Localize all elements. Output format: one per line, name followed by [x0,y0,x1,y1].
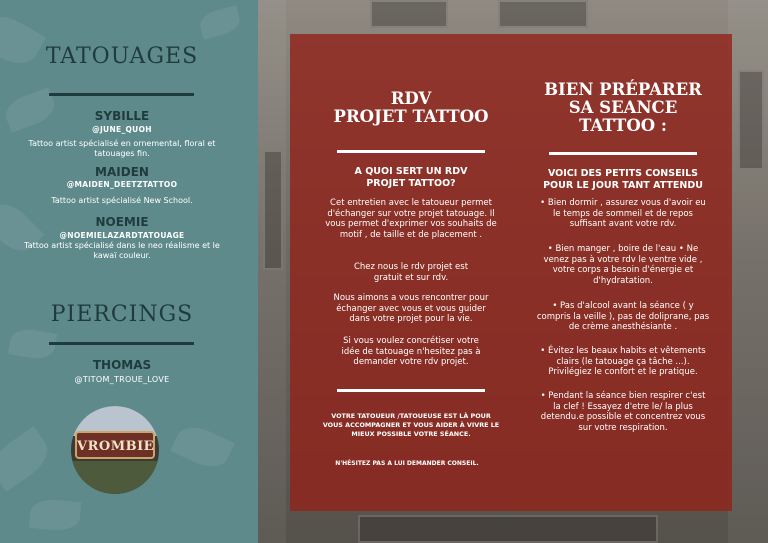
photo-window [738,70,764,170]
artist-description: Tattoo artist spécialisé dans le neo réalisme et le kawaï couleur. [24,241,220,260]
artist-handle[interactable]: @MAIDEN_DEETZTATTOO [66,180,178,189]
photo-window [358,515,658,543]
artist-description: Tattoo artist spécialisé en ornemental, floral et tatouages fin. [28,139,216,158]
info-panel [290,34,732,511]
piercer-handle[interactable]: @TITOM_TROUE_LOVE [74,375,170,384]
logo-text: VROMBIE [77,439,155,454]
rdv-subtitle: A QUOI SERT UN RDV PROJET TATTOO? [354,166,468,189]
rdv-paragraph: Si vous voulez concrétiser votre idée de tatouage n'hesitez pas à demander votre rdv projet. [341,336,481,367]
piercer-name: THOMAS [92,358,152,372]
artist-handle[interactable]: @JUNE_QUOH [92,125,152,134]
artist-name: SYBILLE [94,109,150,123]
divider [49,93,194,96]
rdv-paragraph: Chez nous le rdv projet est gratuit et sur rdv. [353,262,469,283]
photo-window [370,0,448,28]
rdv-footer-note: N'HÉSITEZ PAS A LUI DEMANDER CONSEIL. [335,460,479,467]
rdv-paragraph: Nous aimons a vous rencontrer pour échanger avec vous et vous guider dans votre projet pour la vie. [333,293,489,324]
prep-subtitle: VOICI DES PETITS CONSEILS POUR LE JOUR TANT ATTENDU [543,168,703,191]
artist-description: Tattoo artist spécialisé New School. [51,196,193,205]
rdv-title: RDV PROJET TATTOO [333,89,489,126]
photo-window [498,0,588,28]
leaf-decoration [197,5,242,40]
artist-handle[interactable]: @NOEMIELAZARDTATOUAGE [59,231,185,240]
divider [337,389,485,392]
divider [337,150,485,153]
rdv-footer: VOTRE TATOUEUR /TATOUEUSE EST LÀ POUR VOUS ACCOMPAGNER ET VOUS AIDER À VIVRE LE MIEUX POSSIBLE VOTRE SÉANCE. [322,412,500,438]
leaf-decoration [170,420,234,474]
prep-tip: • Pas d'alcool avant la séance ( y compris la veille ), pas de doliprane, pas de crème anesthésiante . [536,301,710,332]
photo-window [263,150,283,270]
photo-pillar [258,0,286,543]
artist-name: MAIDEN [95,165,149,179]
divider [549,152,697,155]
piercing-section-title: PIERCINGS [50,302,194,327]
tattoo-section-title: TATOUAGES [45,44,199,69]
leaf-decoration [0,426,55,492]
prep-tip: • Bien manger , boire de l'eau • Ne venez pas à votre rdv le ventre vide , votre corps a besoin d'énergie et d'hydratation. [543,244,703,286]
prep-title: BIEN PRÉPARER SA SEANCE TATTOO : [544,80,702,135]
divider [49,342,194,345]
artist-name: NOEMIE [95,215,149,229]
leaf-decoration [29,498,81,532]
shop-logo-image [71,406,159,494]
logo-storefront [71,461,159,494]
rdv-paragraph: Cet entretien avec le tatoueur permet d'échanger sur votre projet tatouage. Il vous permet d'exprimer vos souhaits de motif , de taille et de placement . [325,198,497,240]
left-panel [0,0,258,543]
prep-tip: • Bien dormir , assurez vous d'avoir eu le temps de sommeil et de repos suffisant avant votre rdv. [540,198,706,229]
logo-sign [75,431,155,459]
prep-tip: • Pendant la séance bien respirer c'est la clef ! Essayez d'etre le/ la plus detendu.e possible et concentrez vous sur votre respiration. [540,391,706,433]
prep-tip: • Évitez les beaux habits et vêtements clairs (le tatouage ça tâche ...). Privilégiez le confort et le pratique. [540,346,706,377]
